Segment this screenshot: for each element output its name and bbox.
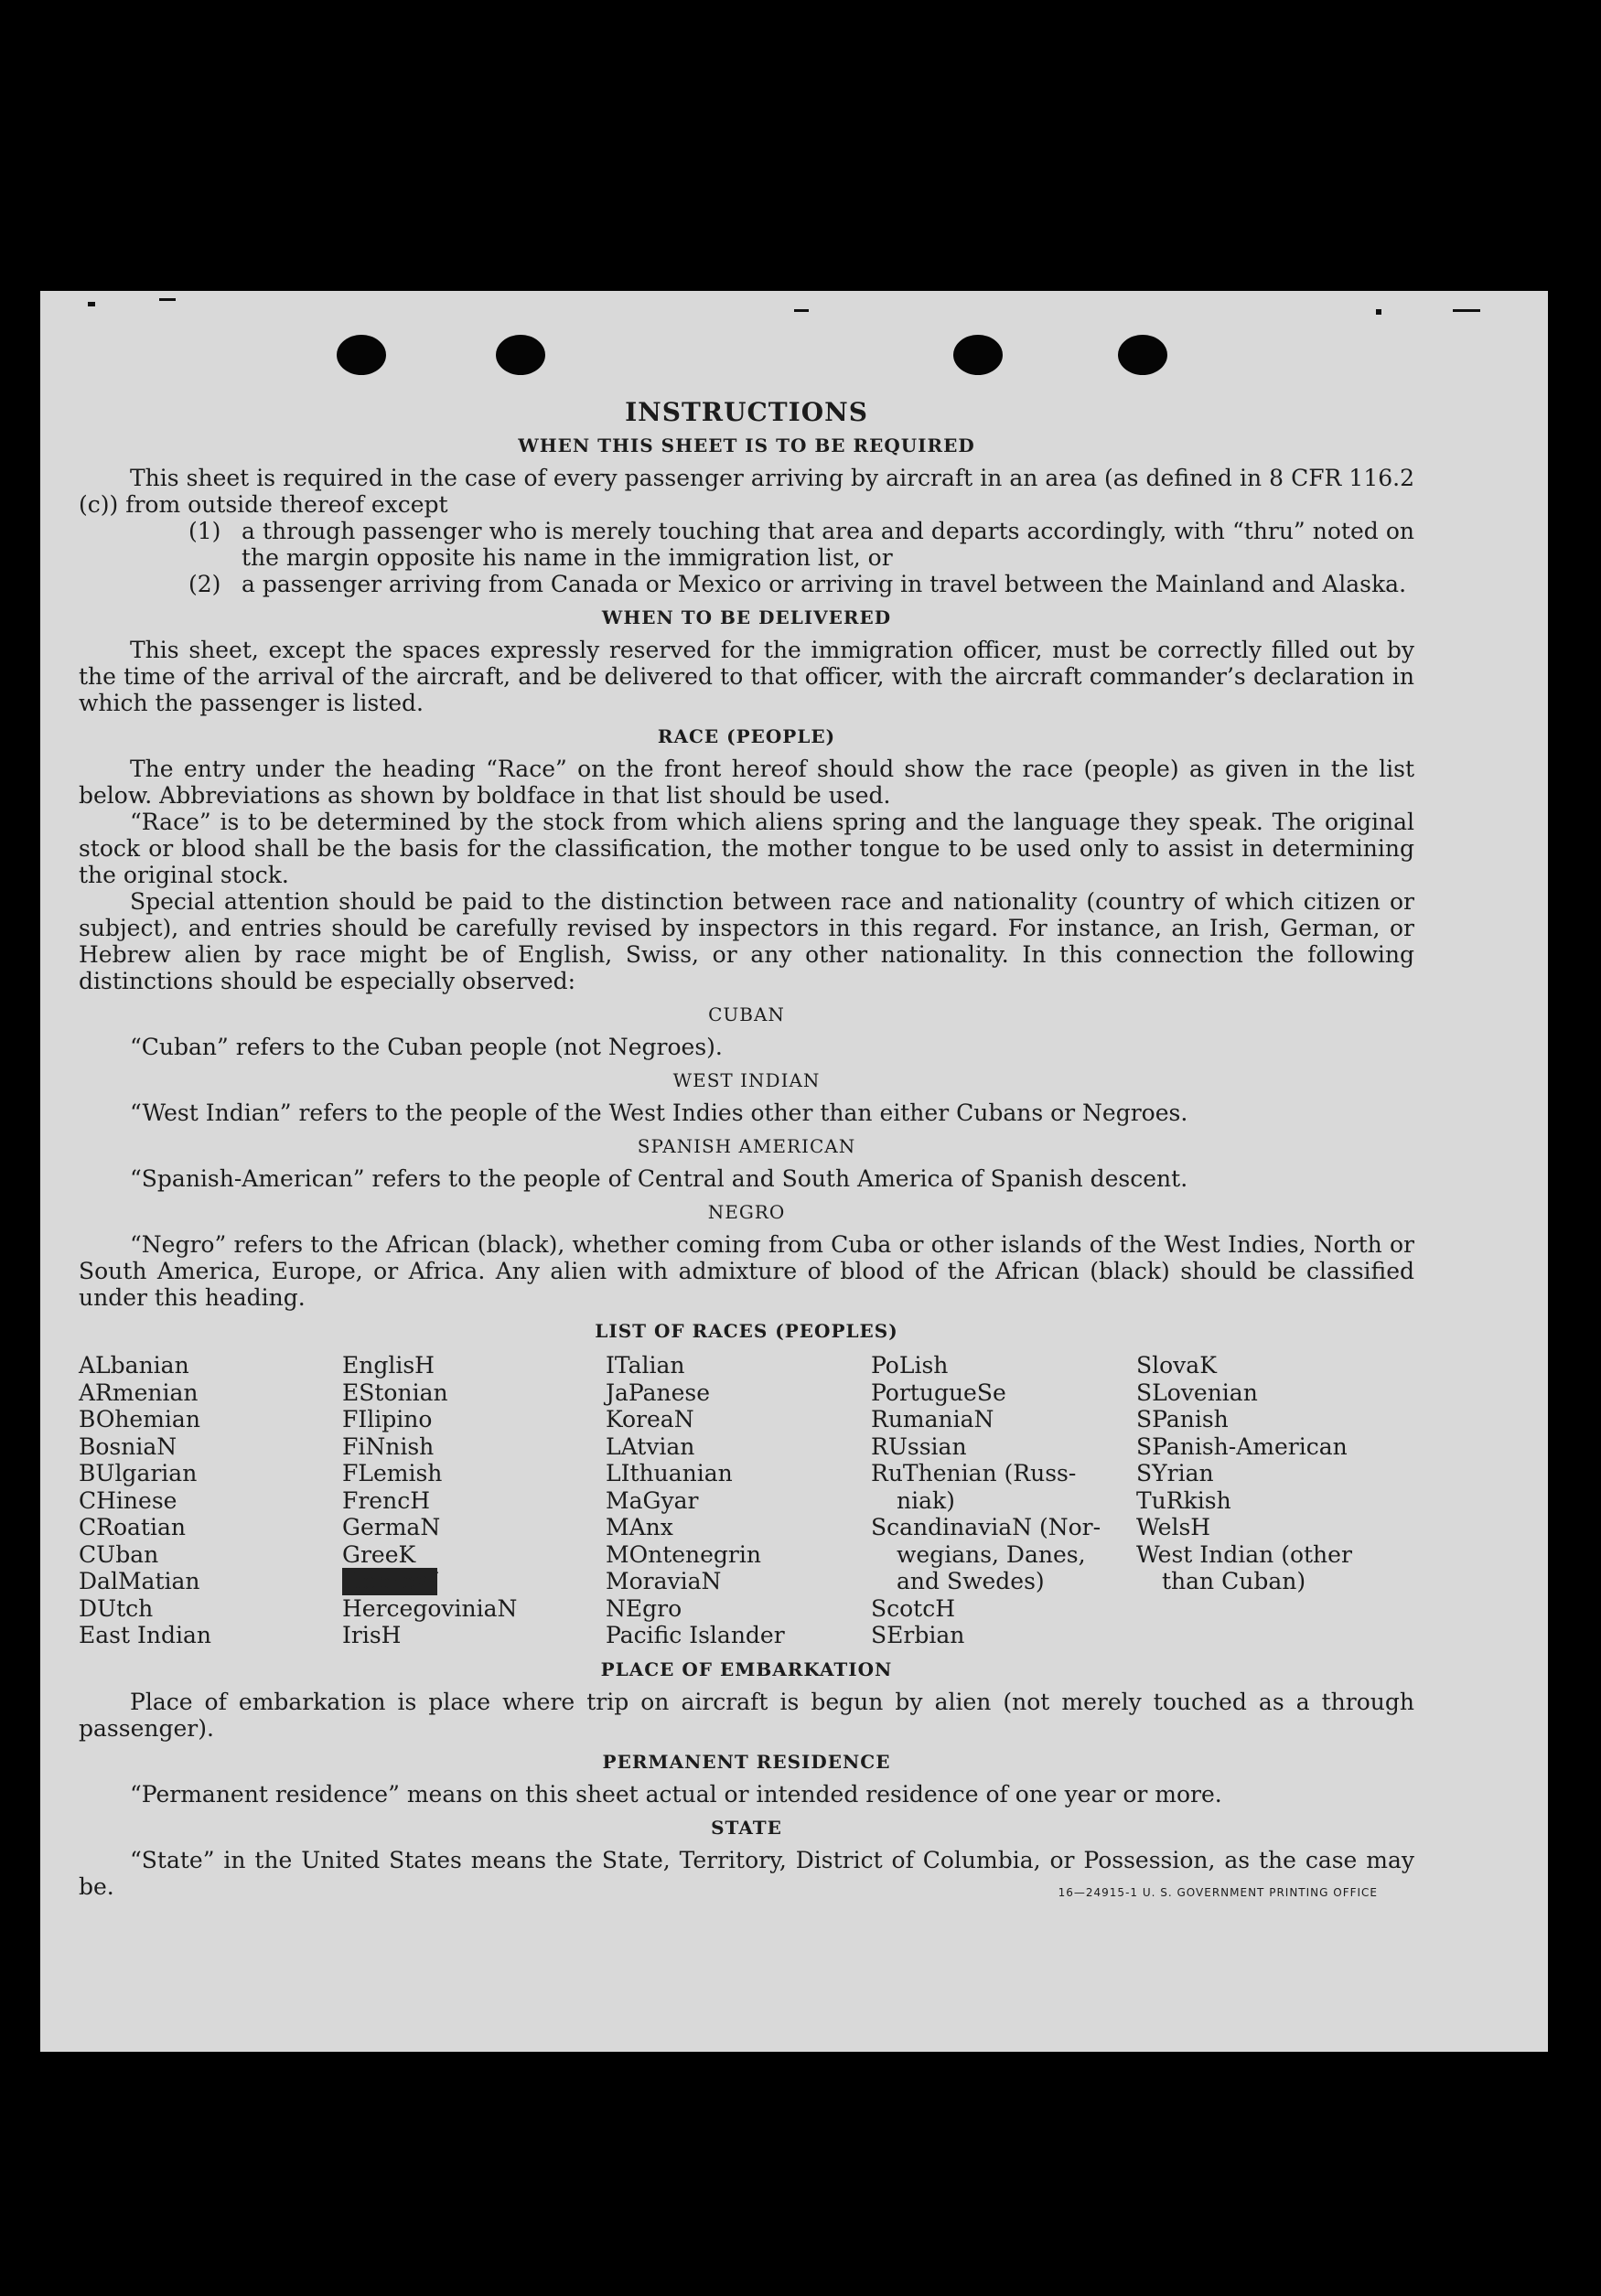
paragraph-west-indian: “West Indian” refers to the people of the West Indies other than either Cubans or Negroes. [130, 1100, 1188, 1126]
race-item: FLemish [342, 1460, 443, 1486]
race-item: Pacific Islander [606, 1622, 785, 1648]
speck [88, 302, 95, 306]
heading-embarkation: PLACE OF EMBARKATION [600, 1658, 893, 1680]
race-item: MoraviaN [606, 1568, 722, 1594]
race-item: DalMatian [79, 1568, 200, 1594]
race-item: HercegoviniaN [342, 1594, 518, 1622]
race-item: SlovaK [1136, 1352, 1217, 1379]
race-item: GreeK [342, 1540, 416, 1568]
paragraph-cuban: “Cuban” refers to the Cuban people (not Negroes). [130, 1034, 723, 1060]
race-item: ScotcH [871, 1594, 956, 1622]
race-item: ScandinaviaN (Nor- [871, 1514, 1101, 1540]
heading-list-of-races: LIST OF RACES (PEOPLES) [595, 1320, 898, 1342]
race-item: EnglisH [342, 1352, 435, 1379]
paragraph-spanish-american: “Spanish-American” refers to the people of Central and South America of Spanish descent. [130, 1165, 1188, 1192]
race-column-5 [1136, 1352, 1374, 1649]
punch-hole [1118, 335, 1167, 375]
race-item: LIthuanian [606, 1460, 733, 1486]
race-item: PortugueSe [871, 1379, 1006, 1406]
race-item: PoLish [871, 1352, 949, 1379]
race-item: IrisH [342, 1622, 402, 1648]
heading-race: RACE (PEOPLE) [657, 725, 836, 747]
race-item: NEgro [606, 1594, 682, 1622]
page-title: INSTRUCTIONS [625, 397, 868, 427]
race-item: KoreaN [606, 1406, 694, 1432]
race-item: ALbanian [79, 1352, 189, 1379]
punch-hole [953, 335, 1003, 375]
instructions-content [79, 399, 1414, 1900]
race-item: DUtch [79, 1594, 154, 1622]
paragraph-delivered: This sheet, except the spaces expressly reserved for the immigration officer, must be correctly filled out by the time of the arrival of the aircraft, and be delivered to that officer, with the aircraft commander’s declaration in which the passenger is listed. [79, 637, 1414, 716]
race-item: and Swedes) [897, 1568, 1045, 1594]
race-item: RuThenian (Russ- [871, 1460, 1077, 1486]
race-item: niak) [897, 1486, 955, 1514]
race-item: RUssian [871, 1432, 967, 1460]
race-item: FIlipino [342, 1406, 433, 1432]
paragraph-race-1: The entry under the heading “Race” on the front hereof should show the race (people) as given in the list below. Abbreviations as shown by boldface in that list should be used. [79, 756, 1414, 809]
paragraph-negro: “Negro” refers to the African (black), whether coming from Cuba or other islands of the West Indies, North or South America, Europe, or Africa. Any alien with admixture of blood of the African (black) should be classified under this heading. [79, 1231, 1414, 1311]
instruction-sheet [40, 291, 1548, 2052]
heading-spanish-american: SPANISH AMERICAN [637, 1135, 856, 1157]
race-item: than Cuban) [1162, 1568, 1306, 1594]
speck [794, 309, 809, 312]
race-item: JaPanese [606, 1379, 711, 1406]
race-item: CUban [79, 1540, 159, 1568]
speck [159, 298, 176, 301]
heading-state: STATE [711, 1816, 782, 1839]
race-item: RumaniaN [871, 1406, 994, 1432]
paragraph-race-2: “Race” is to be determined by the stock from which aliens spring and the language they speak. The original stock or blood shall be the basis for the classification, the mother tongue to be used only to assist in determining the original stock. [79, 809, 1414, 888]
speck [1453, 309, 1480, 312]
race-column-3 [606, 1352, 871, 1649]
paragraph-race-3: Special attention should be paid to the distinction between race and nationality (country of which citizen or subject), and entries should be carefully revised by inspectors in this regard. For instance, an Irish, German, or Hebrew alien by race might be of English, Swiss, or any other nationality. In this connection the following distinctions should be especially observed: [79, 888, 1414, 994]
heading-cuban: CUBAN [708, 1003, 785, 1025]
race-item: ARmenian [79, 1379, 199, 1406]
speck [1376, 309, 1381, 315]
race-item: SPanish-American [1136, 1432, 1348, 1460]
race-item: BOhemian [79, 1406, 200, 1432]
race-item: BosniaN [79, 1432, 177, 1460]
races-table [79, 1352, 1414, 1649]
paragraph-state: “State” in the United States means the State, Territory, District of Columbia, or Possession, as the case may be. [79, 1846, 1414, 1900]
race-item: LAtvian [606, 1432, 695, 1460]
item-number: (1) [188, 518, 221, 544]
race-item: MOntenegrin [606, 1540, 761, 1568]
exception-item-2 [79, 571, 1414, 597]
race-item: BUlgarian [79, 1460, 198, 1486]
heading-required: WHEN THIS SHEET IS TO BE REQUIRED [518, 435, 975, 456]
punch-hole [337, 335, 386, 375]
heading-negro: NEGRO [707, 1201, 786, 1223]
item-text: a through passenger who is merely touching that area and departs accordingly, with “thru” noted on the margin opposite his name in the immigration list, or [242, 518, 1414, 571]
paragraph-residence: “Permanent residence” means on this sheet actual or intended residence of one year or more. [130, 1780, 1222, 1808]
race-item: East Indian [79, 1622, 211, 1648]
race-item: FiNnish [342, 1432, 435, 1460]
race-column-2 [342, 1352, 606, 1649]
item-text: a passenger arriving from Canada or Mexico or arriving in travel between the Mainland and Alaska. [242, 571, 1407, 597]
race-item: CRoatian [79, 1514, 186, 1540]
race-item: SPanish [1136, 1406, 1229, 1432]
race-item: FrencH [342, 1486, 430, 1514]
race-column-1 [79, 1352, 342, 1649]
race-item: West Indian (other [1136, 1540, 1352, 1568]
race-item: EStonian [342, 1379, 448, 1406]
race-item: MaGyar [606, 1486, 699, 1514]
race-item: SErbian [871, 1622, 965, 1648]
race-column-4 [871, 1352, 1136, 1649]
heading-delivered: WHEN TO BE DELIVERED [601, 606, 892, 628]
race-item: MAnx [606, 1514, 673, 1540]
item-number: (2) [188, 571, 221, 597]
punch-hole [496, 335, 545, 375]
race-item-redacted: HebreW [342, 1568, 439, 1594]
race-item: ITalian [606, 1352, 685, 1379]
race-item: CHinese [79, 1486, 177, 1514]
print-code: 16—24915-1 U. S. GOVERNMENT PRINTING OFFICE [1058, 1885, 1378, 1899]
paragraph-embarkation: Place of embarkation is place where trip on aircraft is begun by alien (not merely touched as a through passenger). [79, 1688, 1414, 1742]
exception-item-1 [79, 518, 1414, 571]
race-item: WelsH [1136, 1514, 1211, 1540]
race-item: TuRkish [1136, 1486, 1231, 1514]
heading-west-indian: WEST INDIAN [672, 1069, 821, 1091]
race-item: wegians, Danes, [897, 1540, 1086, 1568]
race-item: SLovenian [1136, 1379, 1258, 1406]
race-item: SYrian [1136, 1460, 1214, 1486]
paragraph-required: This sheet is required in the case of every passenger arriving by aircraft in an area (as defined in 8 CFR 116.2 (c)) from outside thereof except [79, 465, 1414, 518]
race-item: GermaN [342, 1514, 441, 1540]
heading-residence: PERMANENT RESIDENCE [602, 1750, 891, 1773]
